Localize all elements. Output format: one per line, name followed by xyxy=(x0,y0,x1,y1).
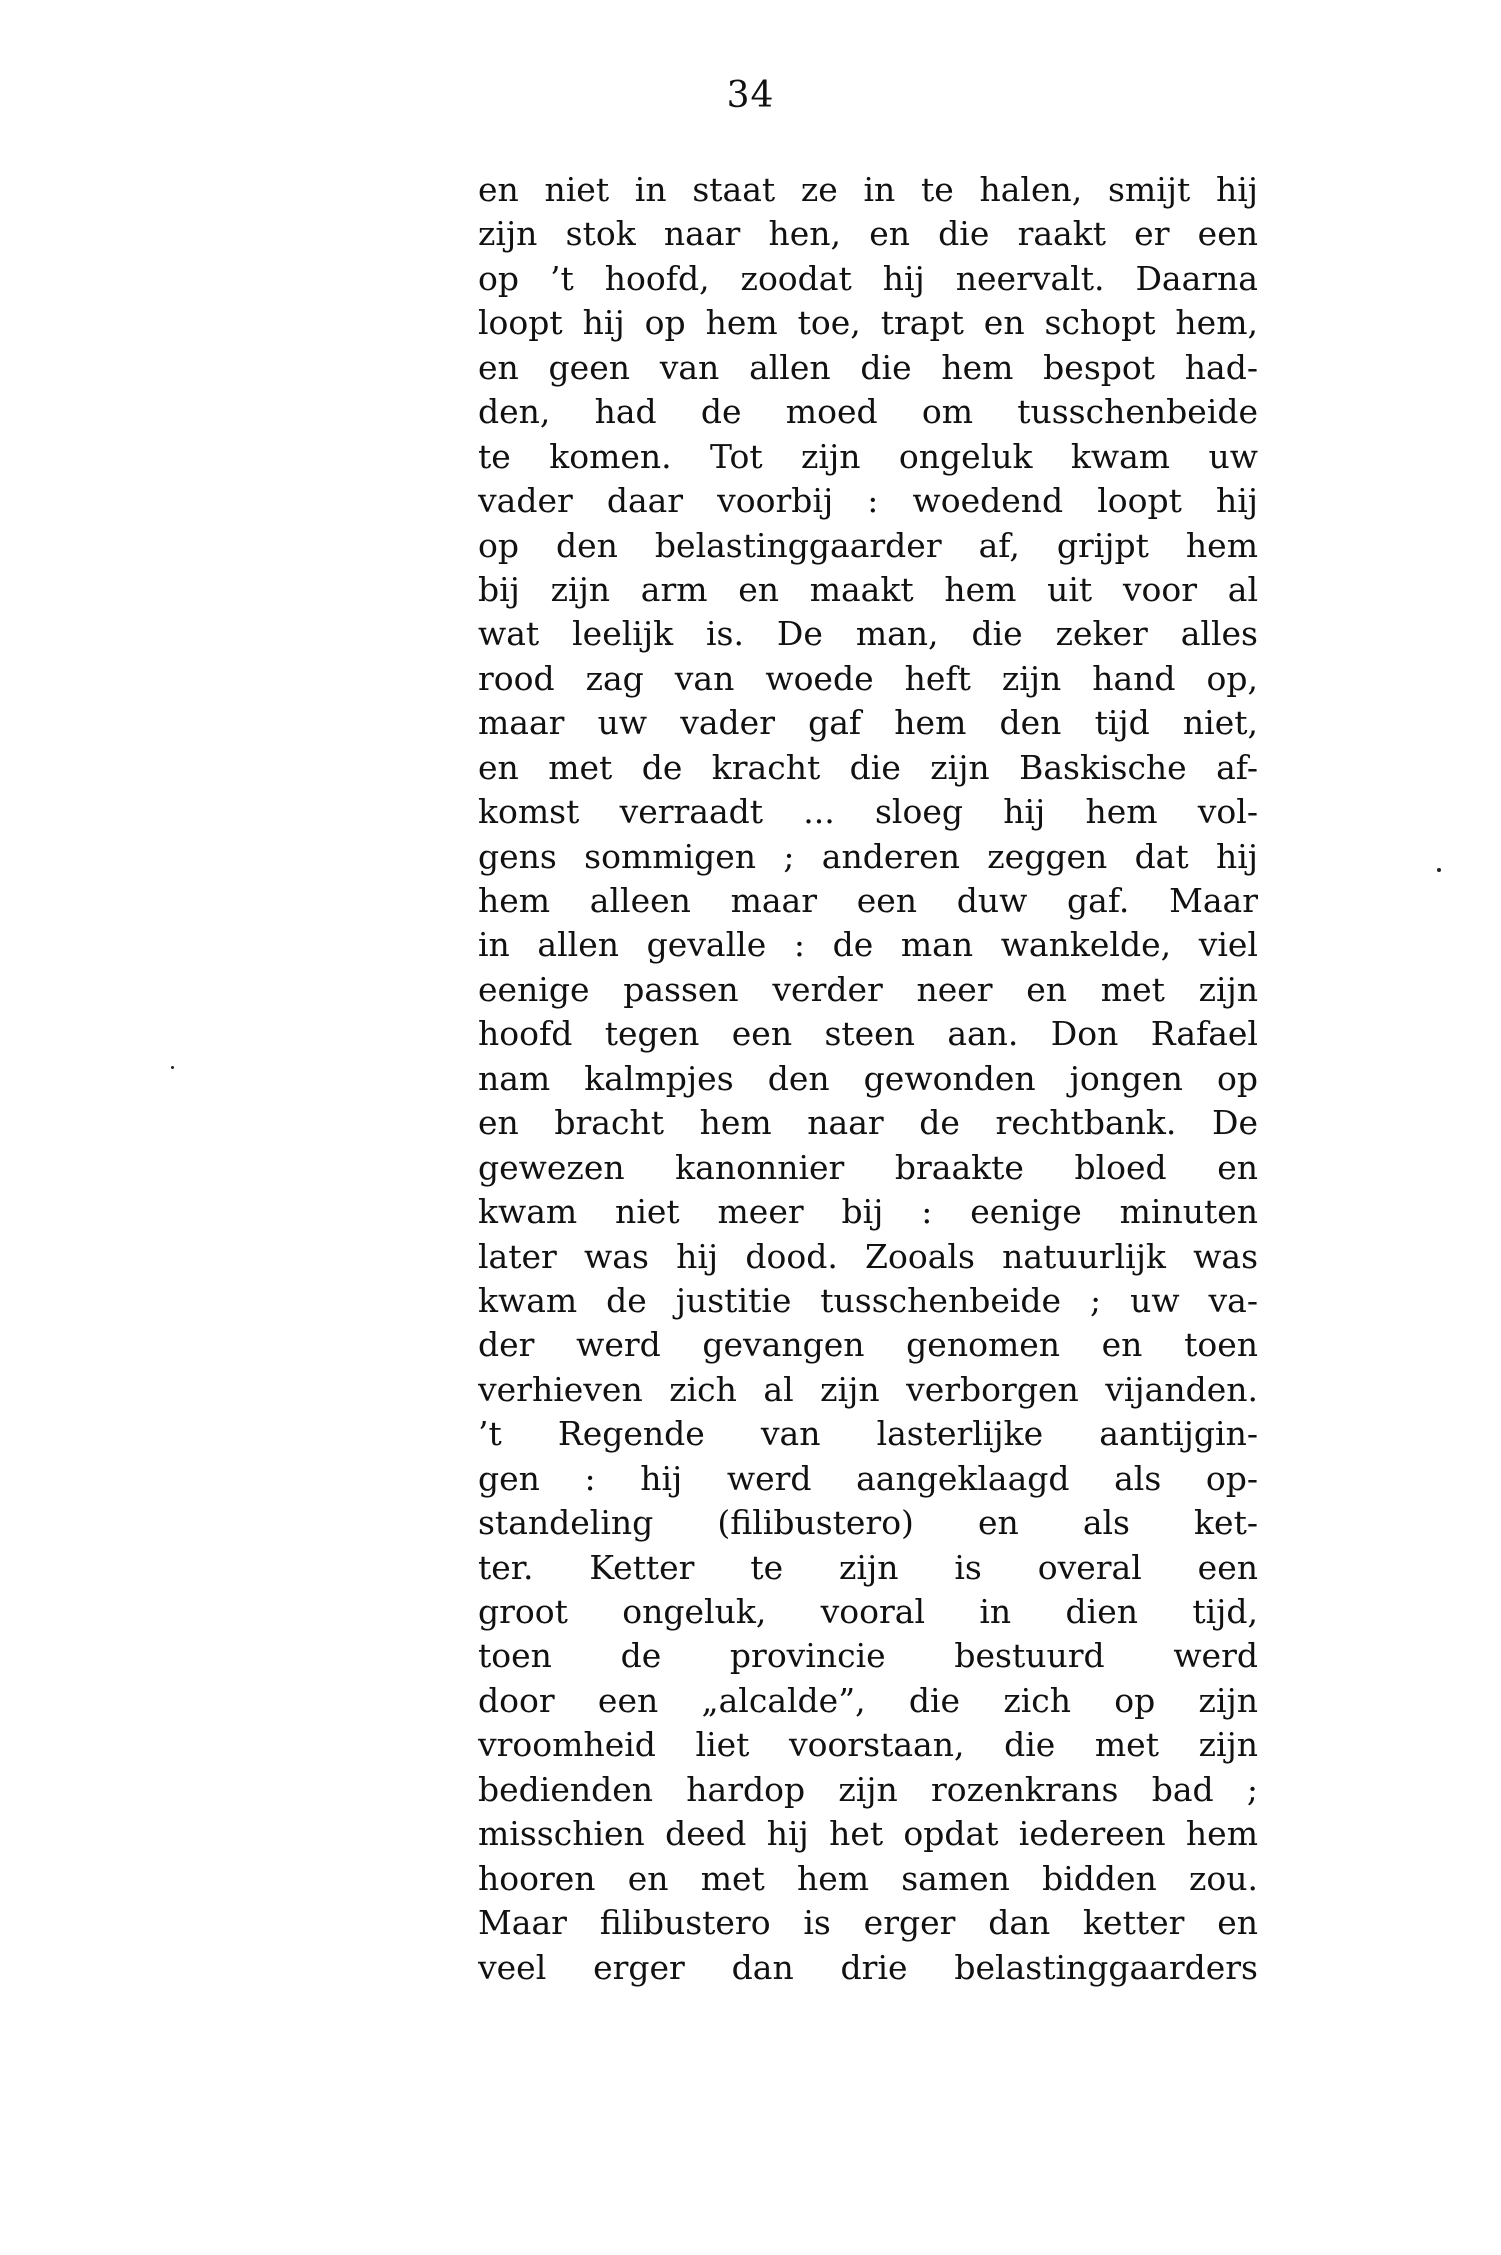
text-line: eenige passen verder neer en met zijn xyxy=(478,969,1258,1009)
body-text xyxy=(478,168,1258,1990)
text-line: door een „alcalde”, die zich op zijn xyxy=(478,1680,1258,1720)
text-line: vader daar voorbij : woedend loopt hij xyxy=(478,481,1258,521)
text-line: gewezen kanonnier braakte bloed en xyxy=(478,1147,1258,1187)
text-line: kwam niet meer bij : eenige minuten xyxy=(478,1192,1258,1232)
text-line: rood zag van woede heft zijn hand op, xyxy=(478,658,1258,698)
text-line: ter. Ketter te zijn is overal een xyxy=(478,1547,1258,1587)
text-line: op ’t hoofd, zoodat hij neervalt. Daarna xyxy=(478,258,1258,298)
text-line: loopt hij op hem toe, trapt en schopt hem, xyxy=(478,303,1258,343)
text-line: toen de provincie bestuurd werd xyxy=(478,1636,1258,1676)
text-line: later was hij dood. Zooals natuurlijk was xyxy=(478,1236,1258,1276)
text-line: in allen gevalle : de man wankelde, viel xyxy=(478,925,1258,965)
text-line: gens sommigen ; anderen zeggen dat hij xyxy=(478,836,1258,876)
text-line: Maar filibustero is erger dan ketter en xyxy=(478,1903,1258,1943)
ink-speck xyxy=(1437,868,1441,872)
text-line: op den belastinggaarder af, grijpt hem xyxy=(478,525,1258,565)
text-line: misschien deed hij het opdat iedereen hem xyxy=(478,1814,1258,1854)
text-line: wat leelijk is. De man, die zeker alles xyxy=(478,614,1258,654)
text-line: bedienden hardop zijn rozenkrans bad ; xyxy=(478,1769,1258,1809)
text-line: hem alleen maar een duw gaf. Maar xyxy=(478,881,1258,920)
text-line: groot ongeluk, vooral in dien tijd, xyxy=(478,1592,1258,1631)
text-line: hoofd tegen een steen aan. Don Rafael xyxy=(478,1014,1258,1054)
text-line: vroomheid liet voorstaan, die met zijn xyxy=(478,1725,1258,1765)
text-line: ’t Regende van lasterlijke aantijgin- xyxy=(478,1414,1258,1454)
text-line: standeling (filibustero) en als ket- xyxy=(478,1503,1258,1543)
text-line: en met de kracht die zijn Baskische af- xyxy=(478,747,1258,787)
text-line: den, had de moed om tusschenbeide xyxy=(478,392,1258,432)
text-line: en niet in staat ze in te halen, smijt hij xyxy=(478,170,1258,209)
text-line: hooren en met hem samen bidden zou. xyxy=(478,1858,1258,1898)
text-line: der werd gevangen genomen en toen xyxy=(478,1325,1258,1365)
page-number: 34 xyxy=(726,75,775,116)
text-line: gen : hij werd aangeklaagd als op- xyxy=(478,1458,1258,1498)
text-line: en geen van allen die hem bespot had- xyxy=(478,347,1258,387)
text-line: bij zijn arm en maakt hem uit voor al xyxy=(478,569,1258,609)
text-line: maar uw vader gaf hem den tijd niet, xyxy=(478,703,1258,743)
text-line: verhieven zich al zijn verborgen vijanden. xyxy=(478,1369,1258,1409)
text-line: komst verraadt ... sloeg hij hem vol- xyxy=(478,792,1258,832)
text-line: en bracht hem naar de rechtbank. De xyxy=(478,1103,1258,1143)
text-line: zijn stok naar hen, en die raakt er een xyxy=(478,214,1258,254)
text-line: nam kalmpjes den gewonden jongen op xyxy=(478,1058,1258,1098)
text-line: veel erger dan drie belastinggaarders xyxy=(478,1947,1258,1987)
text-line: kwam de justitie tusschenbeide ; uw va- xyxy=(478,1280,1258,1320)
text-line: te komen. Tot zijn ongeluk kwam uw xyxy=(478,436,1258,476)
ink-speck xyxy=(171,1066,174,1069)
